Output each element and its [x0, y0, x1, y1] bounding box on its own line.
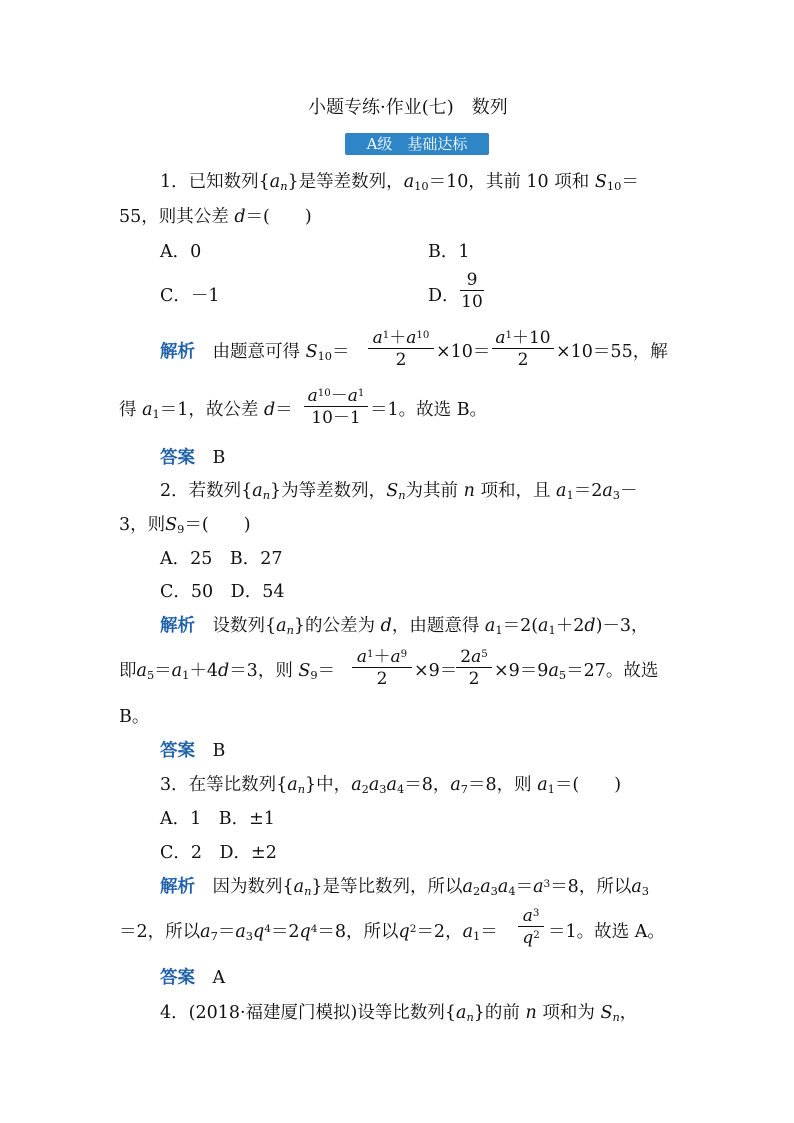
q2-fraction-1: $\frac{a^1+a^9}{2}$ [352, 647, 412, 690]
q2-analysis-mid: ×9＝ [414, 661, 458, 681]
q1-option-d-fraction: $\frac{9}{10}$ [461, 270, 483, 312]
q3-analysis-line2-end: ＝1。故选 A。 [548, 922, 665, 942]
analysis-label: 解析 [160, 342, 195, 362]
q2-analysis-line3: B。 [119, 707, 150, 727]
answer-label: 答案 [160, 448, 195, 468]
level-badge-label: A级 基础达标 [366, 135, 468, 153]
q1-answer: 答案 B [160, 448, 226, 468]
q3-analysis-line1: 解析 因为数列$\{a_n\}$是等比数列，所以$a_2a_3a_4=a^3=8$，所以$a_3$ [160, 877, 649, 898]
q2-stem-line1: 2．若数列$\{a_n\}$为等差数列，$S_n$为其前 n 项和，且 $a_1=2a_3-$ [160, 481, 638, 502]
q1-analysis-end: ×10＝55，解 [556, 342, 668, 362]
q1-analysis-line2-end: ＝1。故选 B。 [370, 400, 488, 420]
level-badge [345, 133, 489, 155]
q3-answer: 答案 A [160, 968, 226, 988]
q2-analysis-line2-end: $\times 9=9a_5=27$。故选 [494, 661, 659, 682]
q2-options-cd: C．50 D．54 [160, 582, 285, 602]
q3-analysis-line2: ＝2，所以$a_7=a_3q^4=2q^4=8$，所以$q^2=2$，$a_1=$ [119, 922, 498, 943]
worksheet-title: 小题专练·作业(七) 数列 [308, 97, 508, 118]
q2-stem-line2: 3，则$S_9=$( ) [119, 515, 251, 536]
q3-options-ab: A．1 B．±1 [160, 809, 275, 829]
q3-fraction: $\frac{a^3}{q^2}$ [518, 906, 544, 949]
q1-stem-line2: 55，则其公差 d＝( ) [119, 207, 312, 227]
q4-stem: 4．(2018·福建厦门模拟)设等比数列$\{a_n\}$的前 n 项和为 $S_n$， [160, 1003, 638, 1024]
q1-fraction-1: $\frac{a^1+a^{10}}{2}$ [368, 328, 434, 371]
q1-fraction-3: $\frac{a^{10}-a^1}{10-1}$ [304, 386, 368, 429]
q1-option-d-label: D． [428, 286, 460, 306]
q1-option-b: B．1 [428, 242, 470, 262]
q1-fraction-2: $\frac{a^1+10}{2}$ [492, 328, 554, 371]
q2-analysis-line1: 解析 设数列$\{a_n\}$的公差为 d，由题意得 $a_1=2(a_1+2d)-3$， [160, 616, 649, 637]
q1-option-c: C．－1 [160, 286, 220, 306]
q2-fraction-2: $\frac{2a^5}{2}$ [456, 647, 492, 690]
q1-analysis-line2: 得 $a_1=1$，故公差 d＝ [119, 400, 293, 421]
q2-options-ab: A．25 B．27 [160, 549, 283, 569]
q1-analysis-line1: 解析 由题意可得 $S_{10}=$ [160, 342, 350, 363]
q1-option-a: A．0 [160, 242, 202, 262]
q3-stem: 3．在等比数列$\{a_n\}$中，$a_2a_3a_4=8$，$a_7=8$，则 $a_1=$( ) [160, 775, 622, 796]
q2-analysis-line2: 即$a_5=a_1+4d=3$，则 $S_9=$ [119, 661, 336, 682]
q1-analysis-mid: ×10＝ [436, 342, 491, 362]
q2-answer: 答案 B [160, 741, 226, 761]
q1-stem-line1: 1．已知数列$\{a_n\}$是等差数列，$a_{10}=10$，其前 10 项和 $S_{10}=$ [160, 172, 639, 193]
q3-options-cd: C．2 D．±2 [160, 843, 277, 863]
